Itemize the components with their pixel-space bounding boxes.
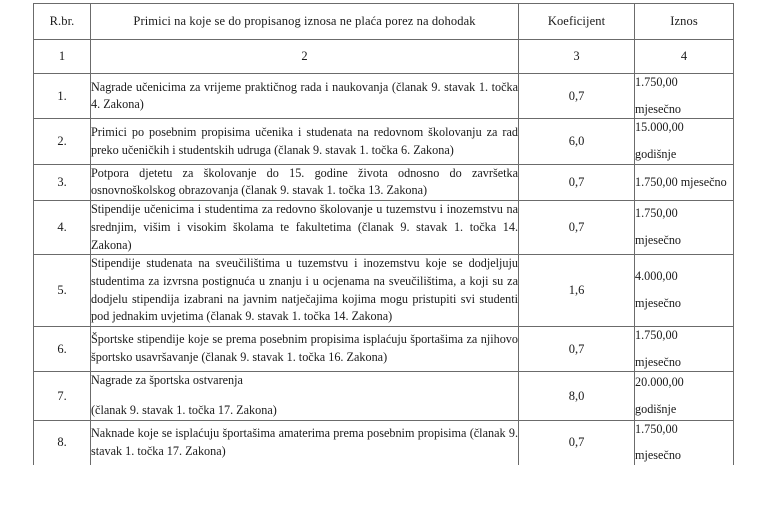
- table-row: [34, 420, 734, 465]
- row-amount-period: mjesečno: [635, 354, 682, 369]
- column-number-description: 2: [91, 40, 519, 74]
- row-number: 2.: [34, 119, 91, 164]
- row-description: Nagrade učenicima za vrijeme praktičnog rada i naukovanja (članak 9. stavak 1. točka 4. Zakona): [91, 74, 519, 119]
- row-amount-period: godišnje: [635, 401, 677, 416]
- row-amount: [635, 74, 734, 119]
- column-number-coefficient: 3: [519, 40, 635, 74]
- row-coefficient: 8,0: [519, 372, 635, 420]
- row-coefficient: 0,7: [519, 420, 635, 465]
- table-header: [34, 4, 734, 74]
- row-coefficient: 1,6: [519, 255, 635, 327]
- row-amount-value: 1.750,00: [635, 327, 678, 342]
- row-coefficient: 0,7: [519, 326, 635, 371]
- row-amount: [635, 372, 734, 420]
- row-number: 5.: [34, 255, 91, 327]
- row-number: 8.: [34, 420, 91, 465]
- row-amount-period: mjesečno: [635, 448, 682, 463]
- table-row: [34, 119, 734, 164]
- row-amount-period: mjesečno: [635, 101, 682, 116]
- row-amount-value: 20.000,00: [635, 374, 684, 389]
- row-description: Stipendije studenata na sveučilištima u tuzemstvu i inozemstvu koje se dodjeljuju studentima za izvrsna postignuća u znanju i u ocjenama na sveučilištima, a koji su za dodjelu stipendija izabrani na javnim natječajima kojima mogu pristupiti svi studenti pod jednakim uvjetima (članak 9. stavak 1. točka 14. Zakona): [91, 255, 519, 327]
- row-amount: [635, 420, 734, 465]
- row-description-line2: (članak 9. stavak 1. točka 17. Zakona): [91, 403, 277, 417]
- row-number: 6.: [34, 326, 91, 371]
- header-description: Primici na koje se do propisanog iznosa ne plaća porez na dohodak: [91, 4, 519, 40]
- row-amount-period: mjesečno: [635, 296, 682, 311]
- row-number: 1.: [34, 74, 91, 119]
- row-amount-value: 1.750,00: [635, 75, 678, 89]
- table-row: [34, 164, 734, 200]
- table-header-row: [34, 4, 734, 40]
- row-amount-value: 1.750,00: [635, 421, 678, 436]
- row-amount: [635, 201, 734, 255]
- row-number: 4.: [34, 201, 91, 255]
- row-amount: [635, 326, 734, 371]
- row-description: [91, 372, 519, 420]
- row-description: Športske stipendije koje se prema posebnim propisima isplaćuju športašima za njihovo športsko usavršavanje (članak 9. stavak 1. točka 16. Zakona): [91, 326, 519, 371]
- row-description: Potpora djetetu za školovanje do 15. godine života odnosno do završetka osnovnoškolskog obrazovanja (članak 9. stavak 1. točka 13. Zakona): [91, 164, 519, 200]
- row-amount-period: mjesečno: [635, 233, 682, 248]
- row-number: 7.: [34, 372, 91, 420]
- header-coefficient: Koeficijent: [519, 4, 635, 40]
- table-row: [34, 372, 734, 420]
- table-column-number-row: [34, 40, 734, 74]
- row-description: Naknade koje se isplaćuju športašima amaterima prema posebnim propisima (članak 9. stavak 1. točka 17. Zakona): [91, 420, 519, 465]
- row-coefficient: 0,7: [519, 74, 635, 119]
- header-rbr: R.br.: [34, 4, 91, 40]
- table-row: [34, 201, 734, 255]
- row-description-line1: Nagrade za športska ostvarenja: [91, 373, 243, 388]
- row-coefficient: 0,7: [519, 164, 635, 200]
- row-amount-combined: 1.750,00 mjesečno: [635, 174, 727, 189]
- table-row: [34, 74, 734, 119]
- row-amount-value: 1.750,00: [635, 206, 678, 221]
- table-body: [34, 74, 734, 466]
- column-number-rbr: 1: [34, 40, 91, 74]
- row-coefficient: 6,0: [519, 119, 635, 164]
- row-description: Stipendije učenicima i studentima za redovno školovanje u tuzemstvu i inozemstvu na srednjim, višim i visokim školama te fakultetima (članak 9. stavak 1. točka 14. Zakona): [91, 201, 519, 255]
- row-amount: [635, 119, 734, 164]
- row-amount-value: 15.000,00: [635, 120, 684, 135]
- row-amount: [635, 255, 734, 327]
- row-amount-value: 4.000,00: [635, 269, 678, 284]
- row-number: 3.: [34, 164, 91, 200]
- tax-exemption-table: [33, 3, 734, 465]
- row-amount: [635, 164, 734, 200]
- table-row: [34, 255, 734, 327]
- table-row: [34, 326, 734, 371]
- row-description: Primici po posebnim propisima učenika i studenata na redovnom školovanju za rad preko učeničkih i studentskih udruga (članak 9. stavak 1. točka 6. Zakona): [91, 119, 519, 164]
- column-number-amount: 4: [635, 40, 734, 74]
- row-coefficient: 0,7: [519, 201, 635, 255]
- row-amount-period: godišnje: [635, 147, 677, 162]
- header-amount: Iznos: [635, 4, 734, 40]
